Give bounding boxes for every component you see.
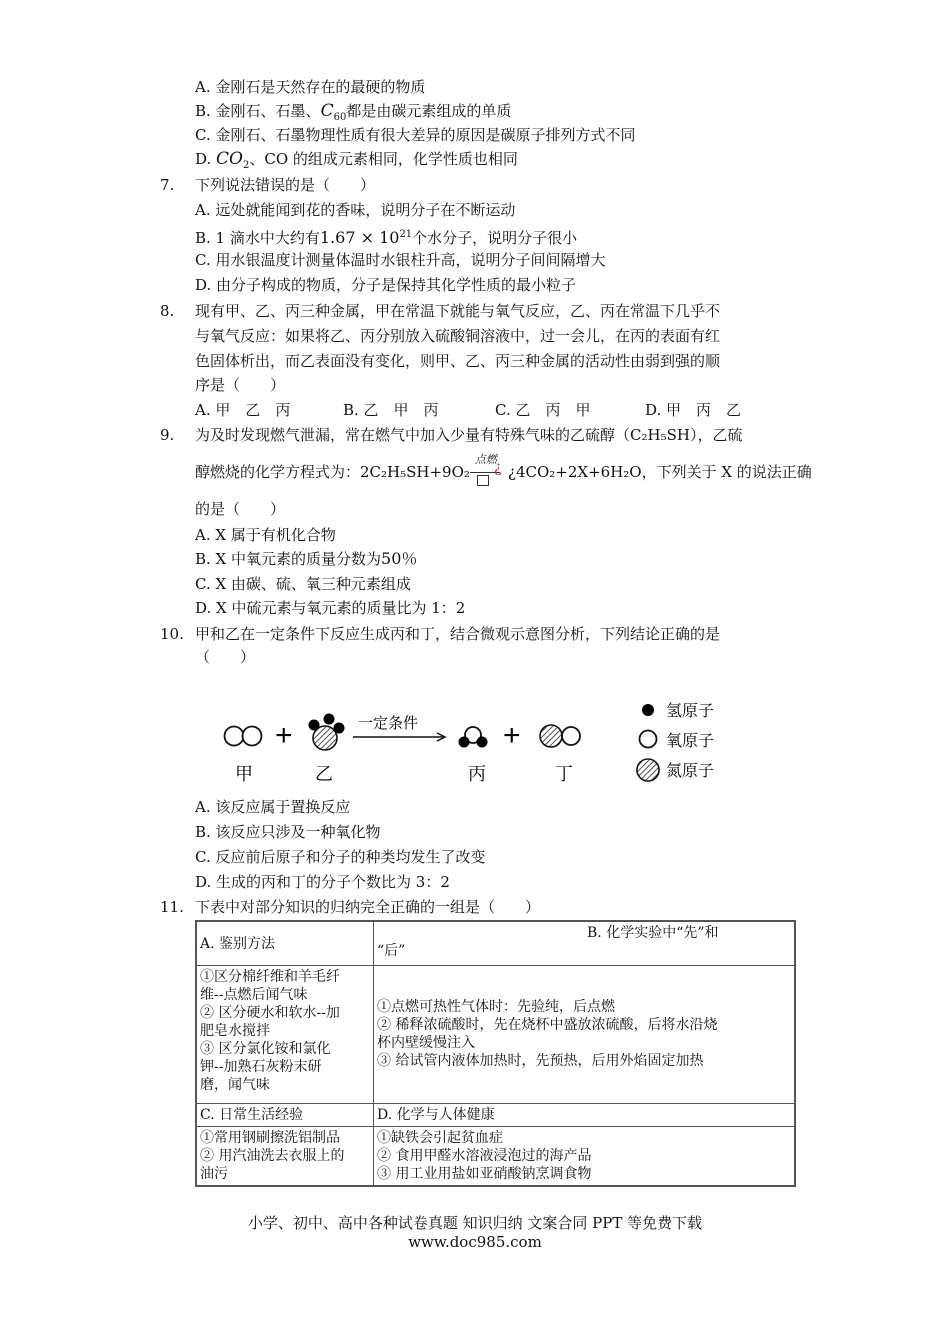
q6-option-b: B. 金刚石、石墨、$C_{60}$都是由碳元素组成的单质 xyxy=(195,101,512,123)
cell-b-head: B. 化学实验中“先”和 “后” xyxy=(374,921,796,965)
q9-option-d: D. X 中硫元素与氧元素的质量比为 1：2 xyxy=(195,599,466,617)
q10-stem-line-1: 甲和乙在一定条件下反应生成丙和丁，结合微观示意图分析，下列结论正确的是 xyxy=(195,625,721,643)
cell-b-body: ①点燃可热性气体时：先验纯，后点燃 ② 稀释浓硫酸时，先在烧杯中盛放浓硫酸，后将水沿烧 杯内壁缓慢注入 ③ 给试管内液体加热时，先预热，后用外焰固定加热 xyxy=(374,965,796,1103)
molecule-ding xyxy=(540,725,580,747)
label-bing: 丙 xyxy=(468,764,486,784)
arrow-condition: 一定条件 xyxy=(358,715,419,732)
plus-sign-2: + xyxy=(503,719,521,752)
cell-d-head: D. 化学与人体健康 xyxy=(374,1103,796,1126)
q7-option-c: C. 用水银温度计测量体温时水银柱升高，说明分子间间隔增大 xyxy=(195,251,606,269)
q8-stem-line-1: 现有甲、乙、丙三种金属，甲在常温下就能与氧气反应，乙、丙在常温下几乎不 xyxy=(195,302,721,320)
q6-option-a: A. 金刚石是天然存在的最硬的物质 xyxy=(195,78,426,96)
cell-a-head: A. 鉴别方法 xyxy=(196,921,374,965)
q8-stem-line-3: 色固体析出，而乙表面没有变化，则甲、乙、丙三种金属的活动性由弱到强的顺 xyxy=(195,352,721,370)
cell-a-body: ①区分棉纤维和羊毛纤 维--点燃后闻气味 ② 区分硬水和软水--加 肥皂水搅拌 ③ 区分氯化铵和氯化 钾--加熟石灰粉末研 磨，闻气味 xyxy=(196,965,374,1103)
legend-oxygen: 氧原子 xyxy=(666,733,715,750)
molecule-yi xyxy=(309,714,345,751)
q8-option-a: A. 甲 乙 丙 xyxy=(195,401,291,419)
reaction-condition: 点燃 ¿ xyxy=(470,463,508,483)
label-ding: 丁 xyxy=(555,764,573,784)
cell-c-body: ①常用钢刷擦洗铝制品 ② 用汽油洗去衣服上的 油污 xyxy=(196,1126,374,1186)
q8-number: 8. xyxy=(160,302,175,320)
reaction-arrow xyxy=(353,733,445,741)
q7-number: 7. xyxy=(160,176,175,194)
plus-sign-1: + xyxy=(275,719,293,752)
q11-stem: 下表中对部分知识的归纳完全正确的一组是（ ） xyxy=(195,898,541,916)
q10-option-b: B. 该反应只涉及一种氧化物 xyxy=(195,823,381,841)
molecule-bing xyxy=(459,727,488,748)
footer-url[interactable]: www.doc985.com xyxy=(408,1233,542,1251)
q6-option-d: D. $CO_2$、CO 的组成元素相同，化学性质也相同 xyxy=(195,149,518,171)
cell-c-head: C. 日常生活经验 xyxy=(196,1103,374,1126)
q8-stem-line-4: 序是（ ） xyxy=(195,376,286,394)
q9-number: 9. xyxy=(160,426,175,444)
label-jia: 甲 xyxy=(235,764,253,784)
q7-option-a: A. 远处就能闻到花的香味，说明分子在不断运动 xyxy=(195,201,516,219)
q8-stem-line-2: 与氧气反应：如果将乙、丙分别放入硫酸铜溶液中，过一会儿，在丙的表面有红 xyxy=(195,327,721,345)
q7-stem: 下列说法错误的是（ ） xyxy=(195,176,376,194)
q10-number: 10. xyxy=(160,625,184,643)
molecule-jia xyxy=(225,727,262,746)
q10-option-a: A. 该反应属于置换反应 xyxy=(195,798,351,816)
label-yi: 乙 xyxy=(315,764,333,784)
q10-stem-line-2: （ ） xyxy=(195,648,256,666)
q10-option-d: D. 生成的丙和丁的分子个数比为 3：2 xyxy=(195,873,450,891)
q9-option-c: C. X 由碳、硫、氧三种元素组成 xyxy=(195,575,411,593)
q9-option-b: B. X 中氧元素的质量分数为50％ xyxy=(195,549,418,568)
q6-option-c: C. 金刚石、石墨物理性质有很大差异的原因是碳原子排列方式不同 xyxy=(195,126,636,144)
legend-nitrogen: 氮原子 xyxy=(666,763,715,780)
q9-option-a: A. X 属于有机化合物 xyxy=(195,526,336,544)
q7-option-b: B. 1 滴水中大约有$1.67 \times 10^{21}$个水分子，说明分子很小 xyxy=(195,228,578,247)
footer-text: 小学、初中、高中各种试卷真题 知识归纳 文案合同 PPT 等免费下载 xyxy=(247,1214,703,1232)
q9-line-3: 的是（ ） xyxy=(195,500,286,518)
q8-option-b: B. 乙 甲 丙 xyxy=(343,401,439,419)
q8-option-c: C. 乙 丙 甲 xyxy=(495,401,591,419)
knowledge-table xyxy=(195,920,796,1187)
q9-line-2: 醇燃烧的化学方程式为：2C₂H₅SH+9O₂ 点燃 ¿ ¿4CO₂+2X+6H₂O，下列关于 X 的说法正确 xyxy=(195,462,812,483)
q7-option-d: D. 由分子构成的物质，分子是保持其化学性质的最小粒子 xyxy=(195,276,577,294)
q8-option-d: D. 甲 丙 乙 xyxy=(645,401,742,419)
q9-line-1: 为及时发现燃气泄漏，常在燃气中加入少量有特殊气味的乙硫醇（C₂H₅SH），乙硫 xyxy=(195,426,743,444)
legend-hydrogen: 氢原子 xyxy=(666,703,715,720)
q10-option-c: C. 反应前后原子和分子的种类均发生了改变 xyxy=(195,848,486,866)
reaction-micro-diagram xyxy=(215,690,735,785)
cell-d-body: ①缺铁会引起贫血症 ② 食用甲醛水溶液浸泡过的海产品 ③ 用工业用盐如亚硝酸钠烹调食物 xyxy=(374,1126,796,1186)
legend xyxy=(637,702,714,781)
q11-number: 11. xyxy=(160,898,184,916)
